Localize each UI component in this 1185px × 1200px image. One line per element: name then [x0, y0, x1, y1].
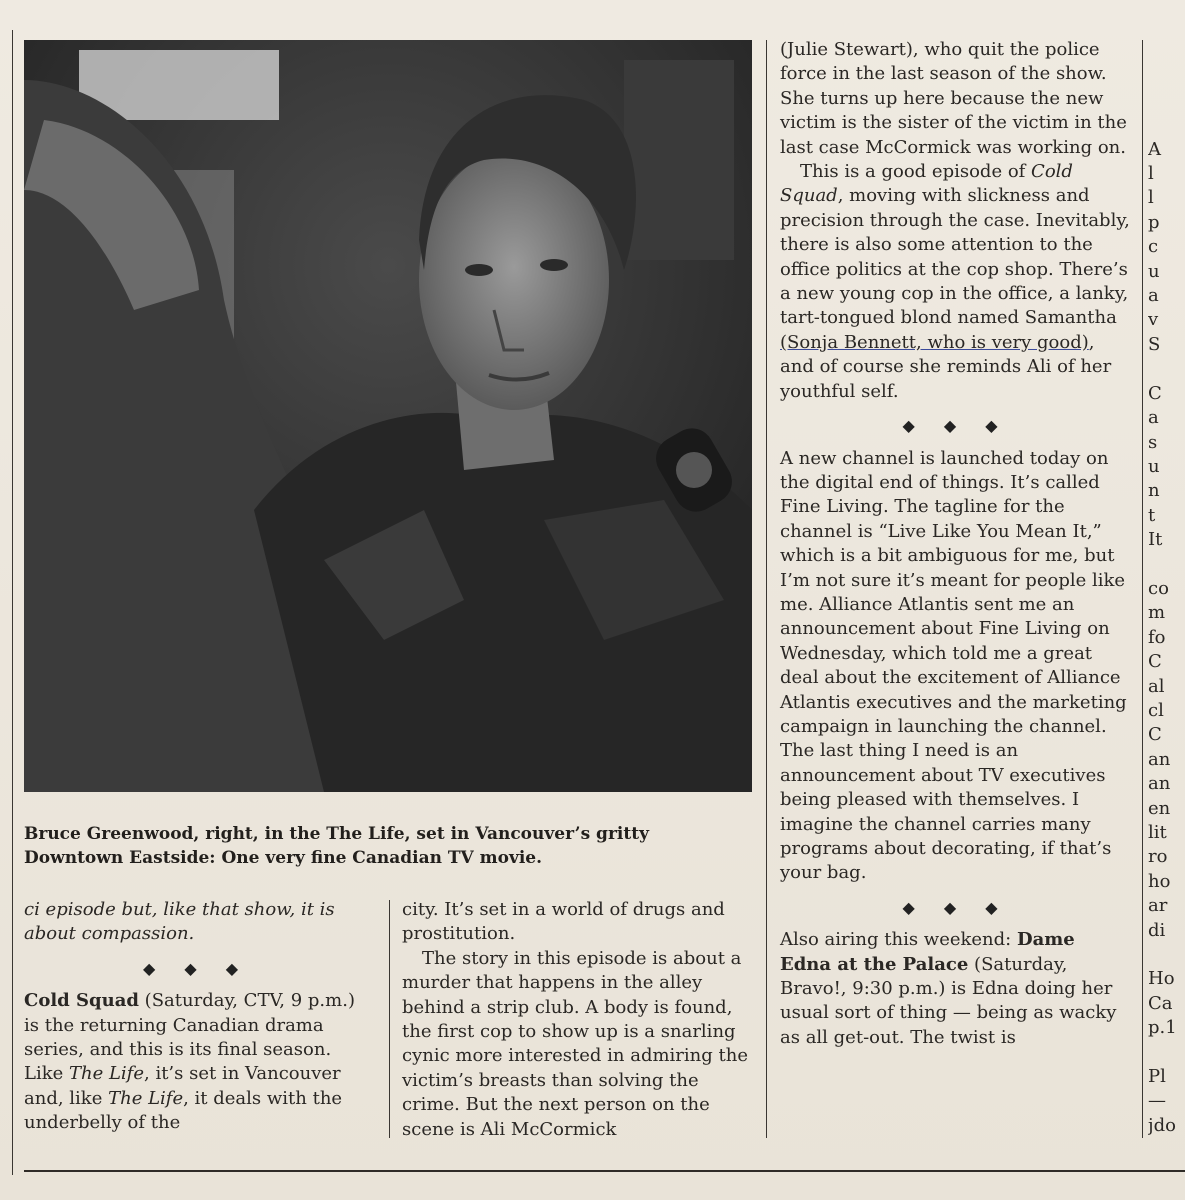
text-fragment: ci episode but, like that show, it is about compassion.: [24, 899, 335, 945]
show-title: Cold Squad: [24, 990, 139, 1012]
column-divider-left: [389, 900, 390, 1138]
photo-illustration: [24, 40, 752, 792]
show-title: Dame Edna at the Palace: [780, 929, 1075, 975]
news-photo: [24, 40, 752, 792]
paragraph: (Julie Stewart), who quit the police force in the last season of the show. She turns up here because the new victim is the sister of the victim in the last case McCormick was working on.: [780, 39, 1127, 158]
underlined-text: (Sonja Bennett, who is very good): [780, 331, 1089, 353]
paragraph: [24, 898, 369, 947]
text-fragment: (Saturday, Bravo!, 9:30 p.m.) is Edna doing her usual sort of thing — being as wacky as all get-out. The twist is: [780, 953, 1117, 1048]
text-fragment: , it’s set in Vancouver and, like: [24, 1063, 341, 1109]
paragraph: city. It’s set in a world of drugs and prostitution.: [402, 899, 725, 945]
photo-caption: Bruce Greenwood, right, in the The Life, set in Vancouver’s gritty Downtown Eastside: One very fine Canadian TV movie.: [24, 824, 649, 868]
text-fragment: Also airing this weekend:: [780, 929, 1017, 951]
column-divider-edge: [1142, 40, 1143, 1138]
section-divider: ◆ ◆ ◆: [902, 897, 1010, 917]
paragraph-dame-edna: [780, 928, 1132, 1050]
column-middle: [402, 898, 748, 1142]
text-fragment: , and of course she reminds Ali of her youthful self.: [780, 331, 1112, 402]
paragraph: The story in this episode is about a murder that happens in the alley behind a strip club. A body is found, the first cop to show up is a snarling cynic more interested in admiring the victim’s breasts than solving the crime. But the next person on the scene is Ali McCormick: [402, 947, 748, 1140]
section-divider: ◆ ◆ ◆: [902, 416, 1010, 436]
paragraph: [780, 160, 1132, 404]
cropped-column-fragments: A l l p c u a v S C a s u n t It co m fo C al cl C an an en lit ro ho ar di Ho Ca p.1 Pl — jdo: [1148, 138, 1177, 1136]
paragraph-fine-living: A new channel is launched today on the digital end of things. It’s called Fine Living. The tagline for the channel is “Live Like You Mean It,” which is a bit ambiguous for me, but I’m not sure it’s meant for people like me. Alliance Atlantis sent me an announcement about Fine Living on Wednesday, which told me a great deal about the excitement of Alliance Atlantis executives and the marketing campaign in launching the channel. The last thing I need is an announcement about TV executives being pleased with themselves. I imagine the channel carries many programs about decorating, if that’s your bag.: [780, 447, 1127, 884]
show-title: The Life: [69, 1063, 144, 1085]
text-fragment: , moving with slickness and precision through the case. Inevitably, there is also some attention to the office politics at the cop shop. There’s a new young cop in the office, a lanky, tart-tongued blond named Samantha: [780, 185, 1130, 329]
section-divider: ◆ ◆ ◆: [142, 958, 251, 978]
text-fragment: , it deals with the underbelly of the: [24, 1087, 343, 1134]
left-border-rule: [12, 30, 13, 1175]
bottom-rule: [24, 1170, 1185, 1172]
paragraph-cold-squad: [24, 989, 369, 1135]
column-divider-right: [766, 40, 767, 1138]
column-right: [780, 38, 1132, 1050]
text-fragment: (Saturday, CTV, 9 p.m.) is the returning Canadian drama series, and this is its final season. Like: [24, 990, 355, 1085]
show-title: The Life: [108, 1087, 184, 1109]
show-title: Cold Squad: [780, 161, 1073, 207]
column-left: [24, 898, 369, 1136]
text-fragment: This is a good episode of: [800, 161, 1032, 183]
